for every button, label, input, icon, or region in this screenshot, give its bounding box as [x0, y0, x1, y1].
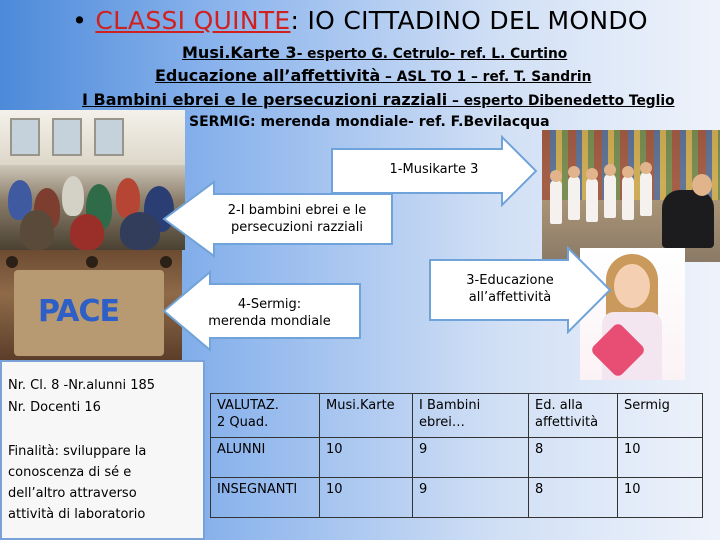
arrow-label-affettivita: 3-Educazione all’affettività — [466, 273, 554, 305]
subtitle-bambini-ebrei: I Bambini ebrei e le persecuzioni razziali – esperto Dibenedetto Teglio — [82, 90, 675, 109]
title-accent: CLASSI QUINTE — [95, 6, 291, 35]
subtitle-affettivita: Educazione all’affettività – ASL TO 1 – ref. T. Sandrin — [155, 66, 592, 85]
table-header-cell: VALUTAZ. 2 Quad. — [211, 394, 320, 438]
table-cell: 8 — [529, 478, 618, 518]
pace-board-photo — [0, 250, 182, 360]
table-cell: 8 — [529, 438, 618, 478]
info-goal-line-2: conoscenza di sé e — [8, 465, 132, 480]
info-teachers: Nr. Docenti 16 — [8, 400, 101, 415]
table-header-cell: I Bambini ebrei… — [413, 394, 529, 438]
table-header-cell: Ed. alla affettività — [529, 394, 618, 438]
table-cell: 10 — [320, 438, 413, 478]
music-class-photo — [542, 130, 720, 262]
pace-text: PACE — [38, 294, 119, 329]
table-cell: 9 — [413, 438, 529, 478]
table-header-cell: Musi.Karte — [320, 394, 413, 438]
arrow-label-bambini-ebrei: 2-I bambini ebrei e le persecuzioni razziali — [227, 203, 367, 235]
info-panel — [0, 360, 205, 540]
table-cell: INSEGNANTI — [211, 478, 320, 518]
arrow-label-sermig: 4-Sermig: merenda mondiale — [208, 297, 331, 329]
evaluation-table — [210, 393, 703, 518]
slide-title — [0, 6, 720, 35]
classroom-photo — [0, 110, 185, 250]
subtitle-musikarte: Musi.Karte 3- esperto G. Cetrulo- ref. L. Curtino — [182, 43, 568, 62]
table-header-row — [211, 394, 703, 438]
title-rest: : IO CITTADINO DEL MONDO — [290, 6, 648, 35]
table-row — [211, 478, 703, 518]
arrow-sermig — [162, 270, 362, 352]
info-classes-students: Nr. Cl. 8 -Nr.alunni 185 — [8, 378, 156, 393]
table-header-cell: Sermig — [618, 394, 703, 438]
arrow-bambini-ebrei — [162, 180, 394, 258]
subtitle-sermig: SERMIG: merenda mondiale- ref. F.Bevilacqua — [189, 114, 550, 130]
table-row — [211, 438, 703, 478]
title-bullet: • — [72, 6, 96, 35]
info-goal-line-4: attività di laboratorio — [8, 507, 146, 522]
info-goal-line-3: dell’altro attraverso — [8, 486, 137, 501]
table-cell: 9 — [413, 478, 529, 518]
table-cell: ALUNNI — [211, 438, 320, 478]
table-cell: 10 — [618, 438, 703, 478]
table-cell: 10 — [320, 478, 413, 518]
arrow-label-musikarte: 1-Musikarte 3 — [389, 162, 479, 177]
info-goal-line-1: Finalità: sviluppare la — [8, 444, 147, 459]
table-cell: 10 — [618, 478, 703, 518]
arrow-affettivita — [408, 246, 613, 334]
